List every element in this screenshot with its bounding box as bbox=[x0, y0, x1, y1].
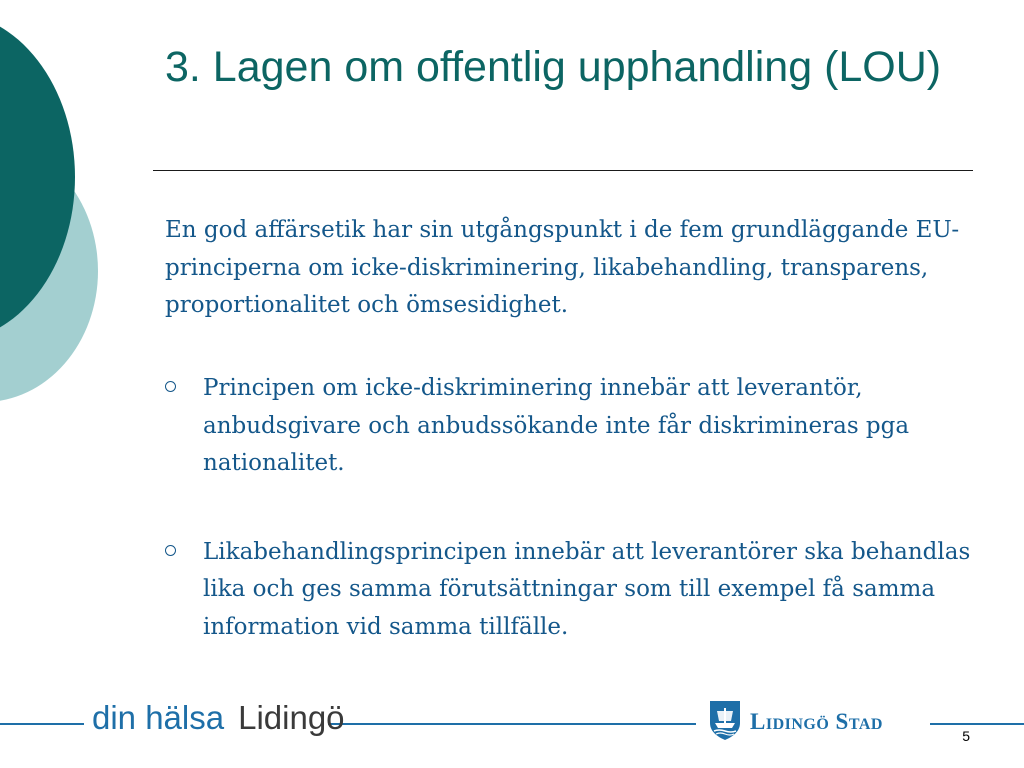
hollow-circle-bullet-icon bbox=[165, 381, 176, 392]
footer-rule-right bbox=[930, 723, 1024, 725]
footer-rule-middle bbox=[328, 723, 696, 725]
logo-text-lidingo: Lidingö bbox=[238, 699, 345, 736]
viking-ship-shield-icon bbox=[708, 699, 742, 741]
bullet-item bbox=[165, 370, 975, 483]
title-divider bbox=[153, 170, 973, 171]
bullet-text: Principen om icke-diskriminering innebär att leverantör, anbudsgivare och anbudssökande inte får diskrimineras pga nationalitet. bbox=[203, 375, 910, 476]
hollow-circle-bullet-icon bbox=[165, 545, 176, 556]
bullet-item bbox=[165, 534, 975, 647]
logo-text-din-halsa: din hälsa bbox=[92, 699, 225, 736]
slide-title: 3. Lagen om offentlig upphandling (LOU) bbox=[165, 43, 942, 91]
intro-paragraph: En god affärsetik har sin utgångspunkt i de fem grundläggande EU-principerna om icke-diskriminering, likabehandling, transparens, proportionalitet och ömsesidighet. bbox=[165, 217, 960, 318]
footer-rule-left bbox=[0, 723, 84, 725]
lidingo-stad-logo-text: Lidingö Stad bbox=[750, 709, 883, 734]
bullet-text: Likabehandlingsprincipen innebär att leverantörer ska behandlas lika och ges samma förutsättningar som till exempel få samma information vid samma tillfälle. bbox=[203, 538, 971, 640]
page-number: 5 bbox=[962, 728, 970, 744]
bullet-list bbox=[165, 370, 975, 646]
din-halsa-lidingo-logo bbox=[92, 698, 345, 744]
